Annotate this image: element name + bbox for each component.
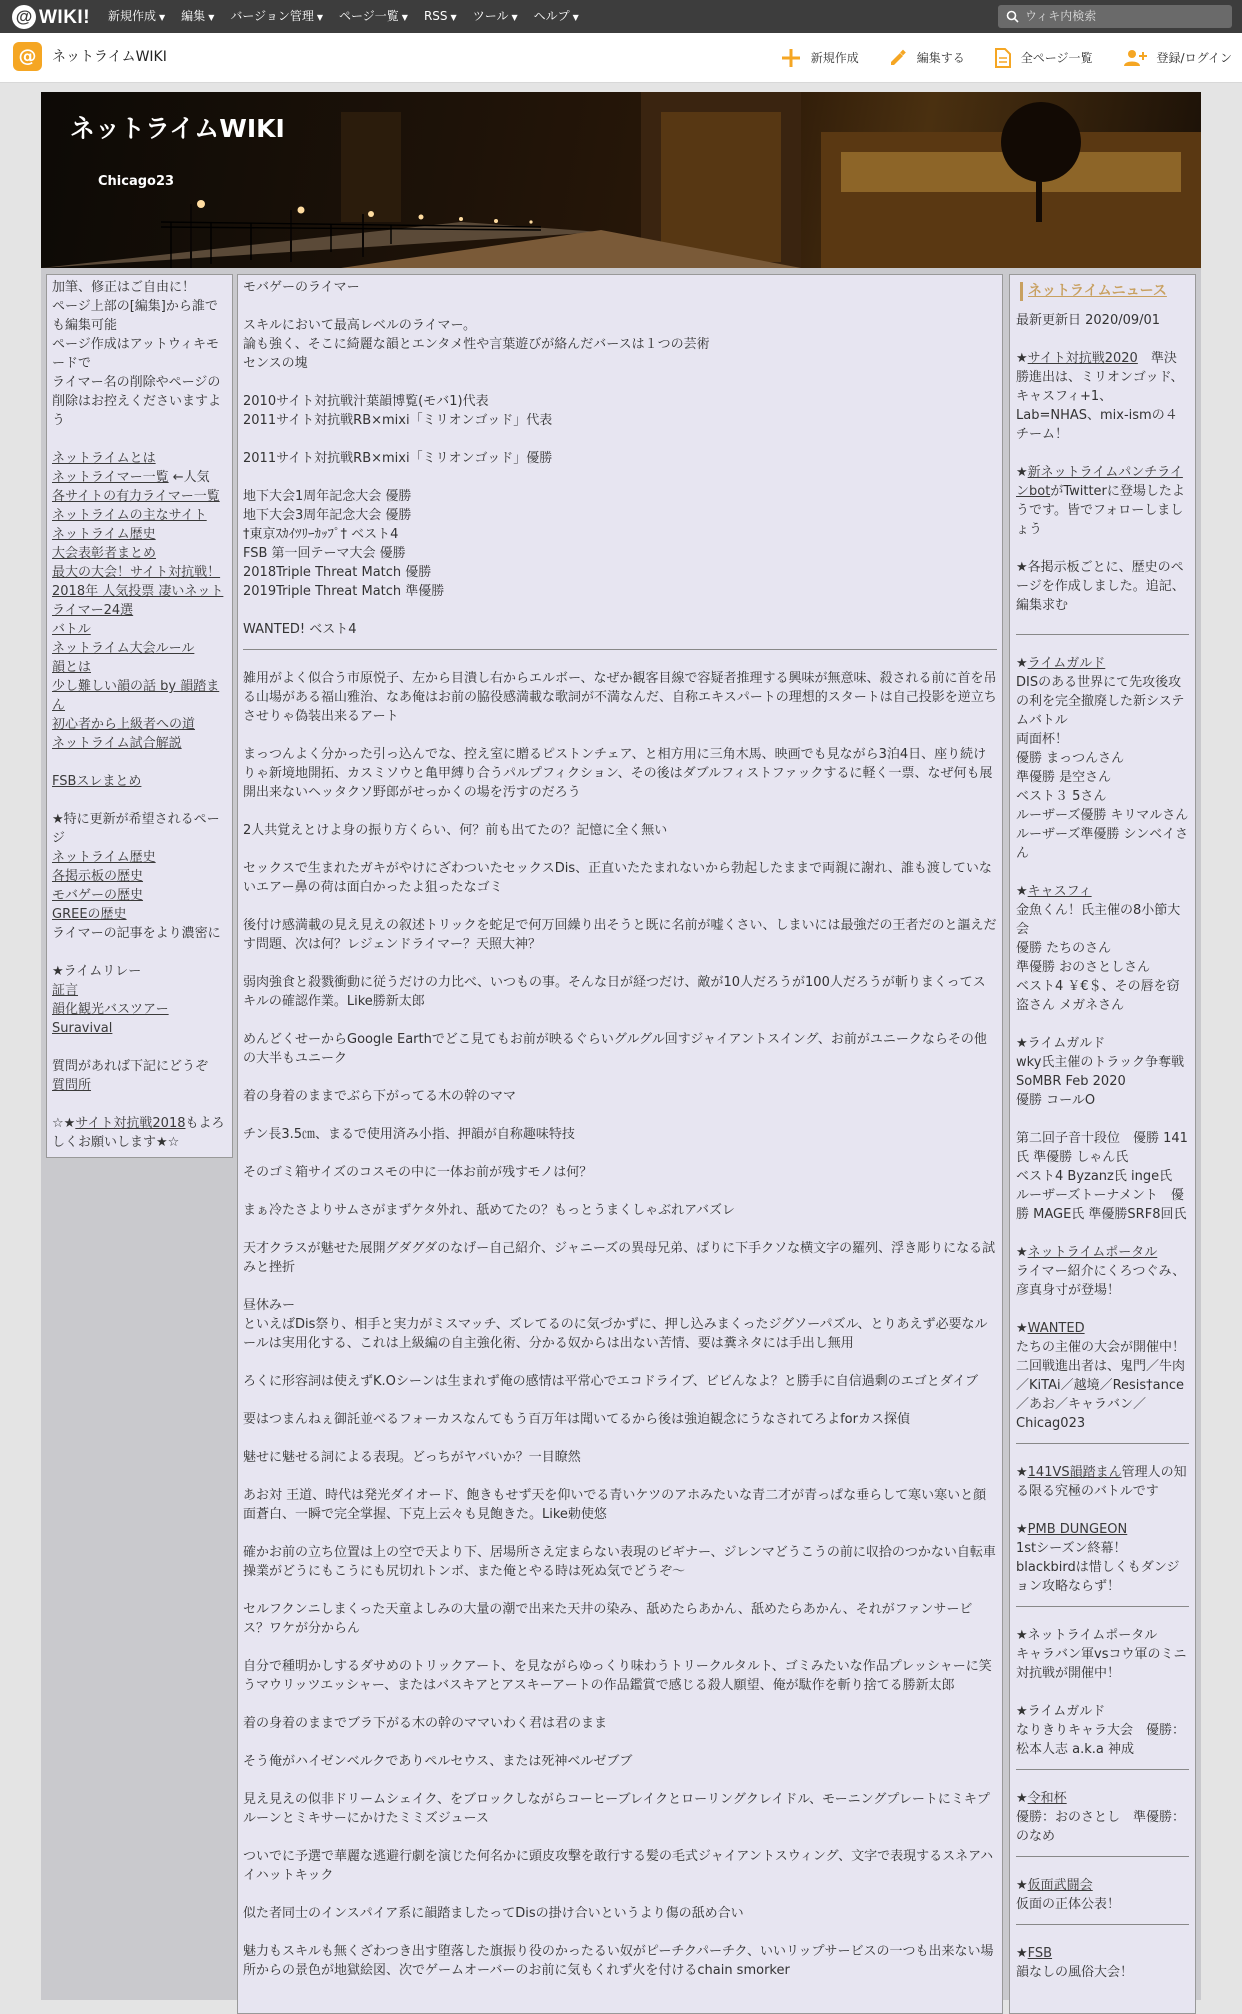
document-icon — [995, 48, 1011, 68]
news-link[interactable]: PMB DUNGEON — [1027, 1522, 1128, 1537]
menu-version[interactable]: バージョン管理 ▼ — [230, 8, 324, 23]
verse: 自分で種明かしするダサめのトリックアート、を見ながらゆっくり味わうトリークルタルト、ゴミみたいな作品プレッシャーに笑うマウリッツエッシャー、またはバスキアとアスキーアートの作品鑑賞で感じる殺人願望、俺が駄作を斬り捨てる勝新太郎 — [243, 1659, 992, 1693]
sidebar-link[interactable]: 韻とは — [52, 660, 92, 675]
profile-line: モバゲーのライマー — [243, 280, 360, 295]
menu-edit[interactable]: 編集 ▼ — [181, 8, 215, 23]
search-icon — [1006, 10, 1019, 23]
verse: まっつんよく分かった引っ込んでな、控え室に贈るピストンチェア、と相方用に三角木馬、映画でも見ながら3泊4日、座り続けりゃ新境地開拓、カスミソウと亀甲縛り合うパルプフィクション、その後はダブルフィストファックするに軽く一票、なぜ何も展開出来ないヘッタクソ野郎がせっかくの場を汚すのだろう — [243, 747, 993, 800]
news-item: ★PMB DUNGEON 1stシーズン終幕！ blackbirdは惜しくもダンジョン攻略ならず！ — [1016, 1522, 1180, 1594]
news-item: ★新ネットライムパンチラインbotがTwitterに登場したようです。皆でフォローしましょう — [1016, 465, 1185, 537]
verse: 昼休みー といえばDis祭り、相手と実力がミスマッチ、ズレてるのに気づかずに、押し込みまくったジグソーパズル、とりあえず必要なルールは実用化する、これは上級編の自主強化術、分かる奴からは出ない苦情、要は糞ネタには手出し無用 — [243, 1298, 988, 1351]
logo-text: WIKI! — [39, 6, 91, 28]
news-title[interactable]: ネットライムニュース — [1020, 282, 1189, 301]
left-sidebar — [46, 274, 233, 1158]
news-link[interactable]: ライムガルド — [1027, 656, 1106, 671]
new-page-button[interactable]: 新規作成 — [781, 48, 859, 68]
user-add-icon — [1123, 49, 1147, 67]
news-item: ★ネットライムポータル ライマー紹介にくろつぐみ、彦真身寸が登場！ — [1016, 1245, 1186, 1298]
divider — [1016, 1769, 1189, 1770]
sidebar-link[interactable]: 大会表彰者まとめ — [52, 546, 157, 561]
question-link[interactable]: 質問所 — [52, 1078, 92, 1093]
edit-button[interactable]: 編集する — [889, 49, 965, 68]
verse: セルフクンニしまくった天童よしみの大量の潮で出来た天井の染み、舐めたらあかん、舐めたらあかん、それがファンサービス？ワケが分からん — [243, 1602, 973, 1636]
content-area — [41, 268, 1201, 2000]
relay-link[interactable]: 証言 — [52, 983, 79, 998]
news-item: ★ネットライムポータル キャラバン軍vsコウ軍のミニ対抗戦が開催中！ — [1016, 1628, 1187, 1681]
sidebar-link[interactable]: ネットライム試合解説 — [52, 736, 182, 751]
news-link[interactable]: 141VS韻踏まん — [1027, 1465, 1122, 1480]
verse: 魅力もスキルも無くざわつき出す堕落した旗振り役のかったるい奴がピーチクパーチク、いいリップサービスの一つも出来ない場所からの景色が地獄絵図、次でゲームオーバーのお前に気もくれず火を付けるchain smorker — [243, 1944, 994, 1978]
site-name[interactable]: ネットライムWIKI — [52, 49, 167, 65]
plus-icon — [781, 48, 801, 68]
verse: 似た者同士のインスパイア系に韻踏ましたってDisの掛け合いというより傷の舐め合い — [243, 1906, 744, 1921]
banner-subtitle: Chicago23 — [98, 174, 175, 189]
header-actions — [751, 33, 1232, 83]
news-item: ★141VS韻踏まん管理人の知る限る究極のバトルです — [1016, 1465, 1187, 1499]
sidebar-link[interactable]: ネットライマー一覧 — [52, 470, 169, 485]
sidebar-footer: ☆★サイト対抗戦2018もよろしくお願いします★☆ — [52, 1116, 225, 1150]
menu-new[interactable]: 新規作成 ▼ — [108, 8, 166, 23]
caret-down-icon: ▼ — [316, 12, 324, 22]
profile-line: 2011サイト対抗戦RB×mixi「ミリオンゴッド」優勝 — [243, 451, 553, 466]
menu-help[interactable]: ヘルプ ▼ — [533, 8, 579, 23]
verse: まぁ冷たさよりサムさがまずケタ外れ、舐めてたの？もっとうまくしゃぶれアバズレ — [243, 1203, 736, 1218]
sidebar-link[interactable]: 少し難しい韻の話 by 韻踏まん — [52, 679, 220, 713]
verse: セックスで生まれたガキがやけにざわついたセックスDis、正直いたたまれないから勃起したままで両親に謝れ、誰も渡していないエアー鼻の荷は面白かったよ狙ったなゴミ — [243, 861, 992, 895]
sidebar-link[interactable]: 各サイトの有力ライマー一覧 — [52, 489, 220, 504]
news-item: 第二回子音十段位 優勝 141氏 準優勝 しゃん氏 ベスト4 Byzanz氏 inge氏 ルーザーズトーナメント 優勝 MAGE氏 準優勝SRF8回氏 — [1016, 1131, 1188, 1222]
caret-down-icon: ▼ — [572, 12, 579, 22]
news-link[interactable]: ネットライムポータル — [1027, 1245, 1158, 1260]
profile-line: 地下大会1周年記念大会 優勝 地下大会3周年記念大会 優勝 †東京ｽｶｲﾂﾘｰｶｯﾌﾟ† ベスト4 FSB 第一回テーマ大会 優勝 2018Triple Threat Match 優勝 2019Triple Threat Match 準優勝 — [243, 489, 445, 599]
wish-note: ライマーの記事をより濃密に — [52, 926, 221, 941]
sidebar-link[interactable]: ネットライム歴史 — [52, 527, 156, 542]
news-item: ★FSB 韻なしの風俗大会！ — [1016, 1946, 1134, 1980]
verse: そのゴミ箱サイズのコスモの中に一体お前が残すモノは何？ — [243, 1165, 593, 1180]
divider — [1016, 1606, 1189, 1607]
search-placeholder: ウィキ内検索 — [1025, 9, 1097, 23]
wish-link[interactable]: 各掲示板の歴史 — [52, 869, 144, 884]
question-text: 質問があれば下記にどうぞ — [52, 1059, 209, 1074]
sidebar-link[interactable]: 初心者から上級者への道 — [52, 717, 196, 732]
site-header — [0, 33, 1242, 83]
verse: 天才クラスが魅せた展開グダグダのなげー自己紹介、ジャニーズの異母兄弟、ばりに下手クソな横文字の羅列、浮き彫りになる試みと挫折 — [243, 1241, 996, 1275]
relay-link[interactable]: 韻化観光バスツアー — [52, 1002, 169, 1017]
verse: ろくに形容詞は使えずK.Oシーンは生まれず俺の感情は平常心でエコドライブ、ビビんなよ？と勝手に自信過剰のエゴとダイブ — [243, 1374, 979, 1389]
wish-title: ★特に更新が希望されるページ — [52, 812, 220, 846]
verse: 着の身着のままでぶら下がってる木の幹のママ — [243, 1089, 517, 1104]
news-item: ★ライムガルド wky氏主催のトラック争奪戦SoMBR Feb 2020 優勝 コールO — [1016, 1036, 1185, 1108]
top-menu — [108, 0, 595, 33]
fsb-link[interactable]: FSBスレまとめ — [52, 774, 142, 789]
sidebar-link[interactable]: ネットライムの主なサイト — [52, 508, 207, 523]
sidebar-link[interactable]: ネットライムとは — [52, 451, 156, 466]
sidebar-link[interactable]: 2018年 人気投票 凄いネットライマー24選 — [52, 584, 224, 618]
banner — [41, 92, 1201, 268]
right-sidebar — [1009, 274, 1196, 2014]
menu-tools[interactable]: ツール ▼ — [472, 8, 518, 23]
relay-link[interactable]: Suravival — [52, 1021, 113, 1036]
news-updated: 最新更新日 2020/09/01 — [1016, 313, 1161, 328]
at-icon: @ — [12, 5, 36, 29]
relay-title: ★ライムリレー — [52, 964, 142, 979]
verse: 確かお前の立ち位置は上の空で天より下、居場所さえ定まらない表現のビギナー、ジレンマどうこうの前に収拾のつかない自転車操業がどうにもこうにも尻切れトンボ、また俺とやる時は死ぬ気でどうぞ～ — [243, 1545, 996, 1579]
verse: 魅せに魅せる詞による表現。どっちがヤバいか？一目瞭然 — [243, 1450, 581, 1465]
news-item: ★仮面武闘会 仮面の正体公表！ — [1016, 1878, 1121, 1912]
sidebar-links — [52, 449, 227, 753]
news-link[interactable]: 新ネットライムパンチラインbot — [1016, 465, 1183, 499]
wish-link[interactable]: GREEの歴史 — [52, 907, 127, 922]
news-link[interactable]: サイト対抗戦2020 — [1027, 351, 1138, 366]
sidebar-link[interactable]: バトル — [52, 622, 91, 637]
pencil-icon — [889, 49, 907, 67]
verse: 要はつまんねぇ御託並べるフォーカスなんてもう百万年は聞いてるから後は強迫観念にうなされてろよforカス探偵 — [243, 1412, 910, 1427]
all-pages-button[interactable]: 全ページ一覧 — [995, 48, 1093, 68]
verse: チン長3.5㎝、まるで使用済み小指、押韻が自称趣味特技 — [243, 1127, 575, 1142]
news-item: ★ライムガルド なりきりキャラ大会 優勝：松本人志 a.k.a 神成 — [1016, 1704, 1186, 1757]
login-button[interactable]: 登録/ログイン — [1123, 49, 1232, 68]
divider — [1016, 634, 1189, 635]
verse: 弱肉強食と殺戮衝動に従うだけの力比べ、いつもの事。そんな日が経つだけ、敵が10人だろうが100人だろうが斬りまくってスキルの確認作業。Like勝新太郎 — [243, 975, 986, 1009]
divider — [1016, 1856, 1189, 1857]
popular-note: ←人気 — [172, 470, 210, 485]
verse: そう俺がハイゼンベルクでありペルセウス、または死神ベルゼブブ — [243, 1754, 633, 1769]
profile-line: 2010サイト対抗戦汁葉韻博覧(モバ1)代表 2011サイト対抗戦RB×mixi「ミリオンゴッド」代表 — [243, 394, 553, 428]
verse: あお対 王道、時代は発光ダイオード、飽きもせず天を仰いでる青いケツのアホみたいな青二才が青っぱな垂らして寒い寒いと顔面蒼白、一瞬で完全掌握、下克上云々も見飽きた。Like勅使悠 — [243, 1488, 987, 1522]
news-item: ★ライムガルド DISのある世界にて先攻後攻の利を完全撤廃した新システムバトル 両面杯！ 優勝 まっつんさん 準優勝 是空さん ベスト３ 5さん ルーザーズ優勝 キリマルさん ルーザーズ準優勝 シンベイさん — [1016, 656, 1189, 861]
caret-down-icon: ▼ — [511, 12, 518, 22]
caret-down-icon: ▼ — [450, 12, 457, 22]
verse: 2人共覚えとけよ身の振り方くらい、何？前も出てたの？記憶に全く無い — [243, 823, 668, 838]
news-link[interactable]: WANTED — [1027, 1321, 1085, 1336]
news-link[interactable]: 令和杯 — [1027, 1791, 1067, 1806]
sidebar-intro: 加筆、修正はご自由に！ ページ上部の[編集]から誰でも編集可能 ページ作成はアットウィキモードで ライマー名の削除やページの削除はお控えくださいますよう — [52, 280, 222, 428]
news-item: ★キャスフィ 金魚くん！氏主催の8小節大会 優勝 たちのさん 準優勝 おのさとしさん ベスト4 ￥€＄、その唇を窃盗さん メガネさん — [1016, 884, 1181, 1013]
profile-line: WANTED! ベスト4 — [243, 622, 357, 637]
verse: 雑用がよく似合う市原悦子、左から目潰し右からエルボー、なぜか観客目線で容疑者推理する興味が無意味、殺される前に首を吊る山場がある福山雅治、なあ俺はお前の脇役感満載な歌詞が不満なんだ、自称エキスパートの理想的スタートは自己投影を逆立ちさせりゃ偽装出来るアート — [243, 671, 997, 724]
wish-link[interactable]: ネットライム歴史 — [52, 850, 156, 865]
profile-line: スキルにおいて最高レベルのライマー。 論も強く、そこに綺麗な韻とエンタメ性や言葉遊びが絡んだバースは１つの芸術 センスの塊 — [243, 318, 710, 371]
search-input[interactable] — [998, 5, 1232, 28]
sidebar-link[interactable]: 最大の大会！サイト対抗戦！ — [52, 565, 221, 580]
divider — [243, 649, 997, 650]
site-icon[interactable]: @ — [13, 42, 42, 71]
atwiki-logo[interactable] — [12, 5, 90, 29]
news-item: ★WANTED たちの主催の大会が開催中！ 二回戦進出者は、鬼門／牛肉／KiTAi／越境／Resis†ance／あお／キャラバン／Chicag023 — [1016, 1321, 1186, 1431]
verse: ついでに予選で華麗な逃避行劇を演じた何名かに頭皮攻撃を敢行する髪の毛式ジャイアントスウィング、文字で表現するスネアハイハットキック — [243, 1849, 994, 1883]
sidebar-link[interactable]: ネットライム大会ルール — [52, 641, 195, 656]
news-item: ★令和杯 優勝：おのさとし 準優勝：のなめ — [1016, 1791, 1186, 1844]
main-content — [237, 274, 1003, 2014]
news-item: ★各掲示板ごとに、歴史のページを作成しました。追記、編集求む — [1016, 560, 1185, 613]
menu-pages[interactable]: ページ一覧 ▼ — [339, 8, 408, 23]
contest-2018-link[interactable]: サイト対抗戦2018 — [75, 1116, 186, 1131]
news-link[interactable]: 仮面武闘会 — [1027, 1878, 1093, 1893]
top-navbar — [0, 0, 1242, 33]
news-link[interactable]: FSB — [1027, 1946, 1053, 1961]
caret-down-icon: ▼ — [159, 12, 166, 22]
verse: 着の身着のままでブラ下がる木の幹のママいわく君は君のまま — [243, 1716, 608, 1731]
caret-down-icon: ▼ — [401, 12, 408, 22]
caret-down-icon: ▼ — [208, 12, 215, 22]
wish-link[interactable]: モバゲーの歴史 — [52, 888, 144, 903]
menu-rss[interactable]: RSS ▼ — [423, 8, 457, 23]
news-item: ★サイト対抗戦2020 準決勝進出は、ミリオンゴッド、キャスフィ+1、Lab=NHAS、mix-ismの４チーム！ — [1016, 351, 1184, 442]
verse: 見え見えの似非ドリームシェイク、をブロックしながらコーヒーブレイクとローリングクレイドル、モーニングプレートにミキプルーンとミキサーにかけたミミズジュース — [243, 1792, 990, 1826]
divider — [1016, 1443, 1189, 1444]
verse: めんどくせーからGoogle Earthでどこ見てもお前が映るぐらいグルグル回すジャイアントスイング、お前がユニークならその他の大半もユニーク — [243, 1032, 987, 1066]
divider — [1016, 1924, 1189, 1925]
verse: 後付け感満載の見え見えの叙述トリックを蛇足で何万回繰り出そうと既に名前が嘘くさい、しまいには最強だの王者だのと謳えだす問題、次は何？レジェンドライマー？天照大神？ — [243, 918, 997, 952]
news-link[interactable]: キャスフィ — [1027, 884, 1092, 899]
banner-title: ネットライムWIKI — [70, 114, 285, 143]
